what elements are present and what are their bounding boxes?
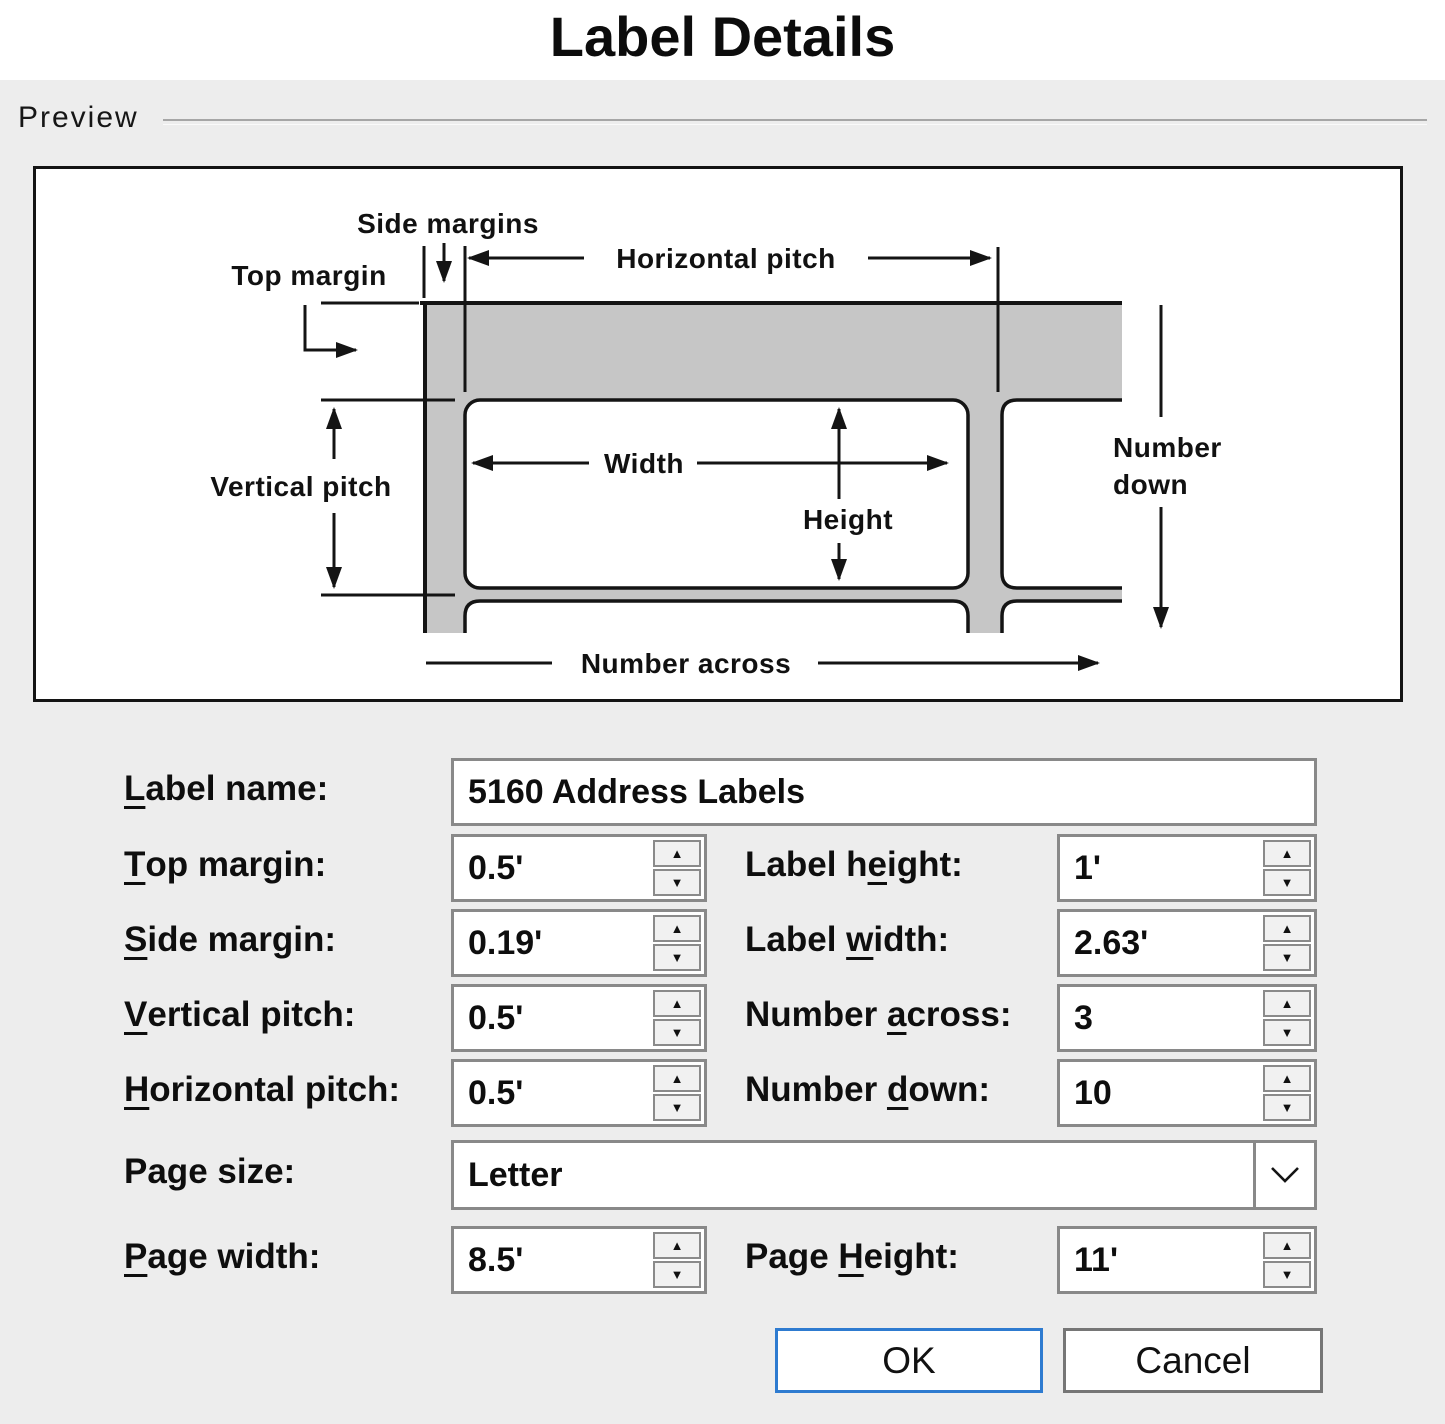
number-across-diagram-label: Number across <box>580 648 792 679</box>
label-name-value: 5160 Address Labels <box>468 772 806 811</box>
page-height-spinner <box>1263 1232 1311 1288</box>
page-size-value: Letter <box>468 1155 563 1194</box>
label-text: Number <box>745 995 887 1034</box>
label-name-label <box>124 758 328 820</box>
arrow-down-icon: ▼ <box>1280 1100 1294 1115</box>
page-size-select[interactable] <box>451 1140 1317 1210</box>
arrow-down-icon: ▼ <box>1280 1025 1294 1040</box>
spin-down-button[interactable] <box>653 944 701 971</box>
width-diagram-label: Width <box>604 448 684 479</box>
label-text: Label h <box>745 845 868 884</box>
spin-up-button[interactable] <box>653 1065 701 1092</box>
label-mnemonic: a <box>886 995 907 1034</box>
ok-button[interactable]: OK <box>775 1328 1043 1393</box>
arrow-up-icon: ▲ <box>670 1238 684 1253</box>
spin-up-button[interactable] <box>1263 990 1311 1017</box>
page-height-field[interactable] <box>1057 1226 1317 1294</box>
arrow-up-icon: ▲ <box>1280 846 1294 861</box>
spin-down-button[interactable] <box>1263 1094 1311 1121</box>
vertical-pitch-value: 0.5' <box>468 998 524 1037</box>
number-down-field[interactable] <box>1057 1059 1317 1127</box>
spin-up-button[interactable] <box>1263 915 1311 942</box>
arrow-up-icon: ▲ <box>1280 1238 1294 1253</box>
arrow-up-icon: ▲ <box>670 921 684 936</box>
spin-down-button[interactable] <box>1263 869 1311 896</box>
height-diagram-label: Height <box>802 504 894 535</box>
horizontal-pitch-field[interactable] <box>451 1059 707 1127</box>
label-cell-row2 <box>465 601 968 633</box>
spin-down-button[interactable] <box>653 1094 701 1121</box>
top-margin-arrow <box>305 305 356 350</box>
page-height-label <box>745 1226 959 1288</box>
number-across-field[interactable] <box>1057 984 1317 1052</box>
dropdown-button[interactable] <box>1253 1140 1317 1210</box>
arrow-up-icon: ▲ <box>1280 1071 1294 1086</box>
label-text: orizontal pitch: <box>149 1070 401 1109</box>
label-mnemonic: P <box>124 1237 148 1276</box>
label-mnemonic: w <box>846 920 874 959</box>
vertical-pitch-spinner <box>653 990 701 1046</box>
preview-group-divider <box>163 119 1427 125</box>
arrow-down-icon: ▼ <box>670 950 684 965</box>
label-text: ide margin: <box>147 920 336 959</box>
horizontal-pitch-diagram-label: Horizontal pitch <box>616 243 836 274</box>
number-down-spinner <box>1263 1065 1311 1121</box>
label-mnemonic: S <box>124 920 148 959</box>
label-mnemonic: d <box>886 1070 909 1109</box>
arrow-up-icon: ▲ <box>670 1071 684 1086</box>
spin-down-button[interactable] <box>653 1019 701 1046</box>
horizontal-pitch-value: 0.5' <box>468 1073 524 1112</box>
label-width-spinner <box>1263 915 1311 971</box>
label-mnemonic: L <box>124 769 146 808</box>
cancel-button[interactable]: Cancel <box>1063 1328 1323 1393</box>
spin-up-button[interactable] <box>1263 1065 1311 1092</box>
arrow-down-icon: ▼ <box>670 875 684 890</box>
top-margin-spinner <box>653 840 701 896</box>
label-height-value: 1' <box>1074 848 1101 887</box>
arrow-up-icon: ▲ <box>1280 996 1294 1011</box>
side-margin-label <box>124 909 336 971</box>
side-margin-field[interactable] <box>451 909 707 977</box>
label-text: idth: <box>873 920 950 959</box>
top-margin-diagram-label: Top margin <box>231 260 387 291</box>
number-down-value: 10 <box>1074 1073 1112 1112</box>
page-width-field[interactable] <box>451 1226 707 1294</box>
page-width-label <box>124 1226 320 1288</box>
label-text: cross: <box>906 995 1012 1034</box>
arrow-down-icon: ▼ <box>670 1100 684 1115</box>
label-cell <box>465 400 968 588</box>
label-text: Page <box>745 1237 839 1276</box>
chevron-down-icon <box>1268 1165 1302 1185</box>
arrow-down-icon: ▼ <box>1280 1267 1294 1282</box>
number-across-value: 3 <box>1074 998 1093 1037</box>
spin-down-button[interactable] <box>1263 1019 1311 1046</box>
spin-up-button[interactable] <box>1263 1232 1311 1259</box>
side-margin-value: 0.19' <box>468 923 543 962</box>
horizontal-pitch-spinner <box>653 1065 701 1121</box>
spin-down-button[interactable] <box>653 1261 701 1288</box>
arrow-down-icon: ▼ <box>1280 875 1294 890</box>
number-down-diagram-label-1: Number <box>1113 432 1222 463</box>
spin-down-button[interactable] <box>1263 1261 1311 1288</box>
label-text: abel name: <box>145 769 329 808</box>
spin-up-button[interactable] <box>653 840 701 867</box>
label-height-field[interactable] <box>1057 834 1317 902</box>
spin-up-button[interactable] <box>653 990 701 1017</box>
side-margin-spinner <box>653 915 701 971</box>
label-width-value: 2.63' <box>1074 923 1149 962</box>
label-text: Page size: <box>124 1152 296 1191</box>
label-height-spinner <box>1263 840 1311 896</box>
page-width-value: 8.5' <box>468 1240 524 1279</box>
top-margin-field[interactable] <box>451 834 707 902</box>
label-mnemonic: H <box>124 1070 150 1109</box>
label-layout-diagram <box>36 169 1400 699</box>
label-text: ertical pitch: <box>147 995 356 1034</box>
side-margins-label: Side margins <box>357 208 539 239</box>
spin-down-button[interactable] <box>653 869 701 896</box>
label-text: Label <box>745 920 847 959</box>
label-mnemonic: e <box>867 845 887 884</box>
label-text: eight: <box>863 1237 959 1276</box>
label-width-label <box>745 909 949 971</box>
top-margin-value: 0.5' <box>468 848 524 887</box>
arrow-down-icon: ▼ <box>1280 950 1294 965</box>
page-size-label <box>124 1140 295 1204</box>
vertical-pitch-diagram-label: Vertical pitch <box>210 471 392 502</box>
arrow-down-icon: ▼ <box>670 1267 684 1282</box>
number-down-label <box>745 1059 990 1121</box>
label-mnemonic: T <box>124 845 146 884</box>
arrow-up-icon: ▲ <box>670 996 684 1011</box>
label-text: ight: <box>887 845 963 884</box>
label-mnemonic: V <box>124 995 148 1034</box>
spin-up-button[interactable] <box>653 1232 701 1259</box>
spin-up-button[interactable] <box>1263 840 1311 867</box>
label-name-input[interactable] <box>451 758 1317 826</box>
top-margin-label <box>124 834 326 896</box>
preview-box <box>33 166 1403 702</box>
arrow-up-icon: ▲ <box>1280 921 1294 936</box>
vertical-pitch-label <box>124 984 355 1046</box>
label-text: op margin: <box>145 845 327 884</box>
label-text: Number <box>745 1070 887 1109</box>
vertical-pitch-field[interactable] <box>451 984 707 1052</box>
spin-up-button[interactable] <box>653 915 701 942</box>
page-height-value: 11' <box>1074 1240 1119 1279</box>
number-down-diagram-label-2: down <box>1113 469 1189 500</box>
arrow-down-icon: ▼ <box>670 1025 684 1040</box>
label-mnemonic: H <box>838 1237 864 1276</box>
horizontal-pitch-label <box>124 1059 400 1121</box>
page-width-spinner <box>653 1232 701 1288</box>
preview-group-label: Preview <box>18 101 139 134</box>
number-across-label <box>745 984 1012 1046</box>
number-across-spinner <box>1263 990 1311 1046</box>
label-width-field[interactable] <box>1057 909 1317 977</box>
label-text: own: <box>908 1070 990 1109</box>
label-height-label <box>745 834 963 896</box>
dialog-title: Label Details <box>0 0 1445 80</box>
arrow-up-icon: ▲ <box>670 846 684 861</box>
label-text: age width: <box>147 1237 321 1276</box>
spin-down-button[interactable] <box>1263 944 1311 971</box>
